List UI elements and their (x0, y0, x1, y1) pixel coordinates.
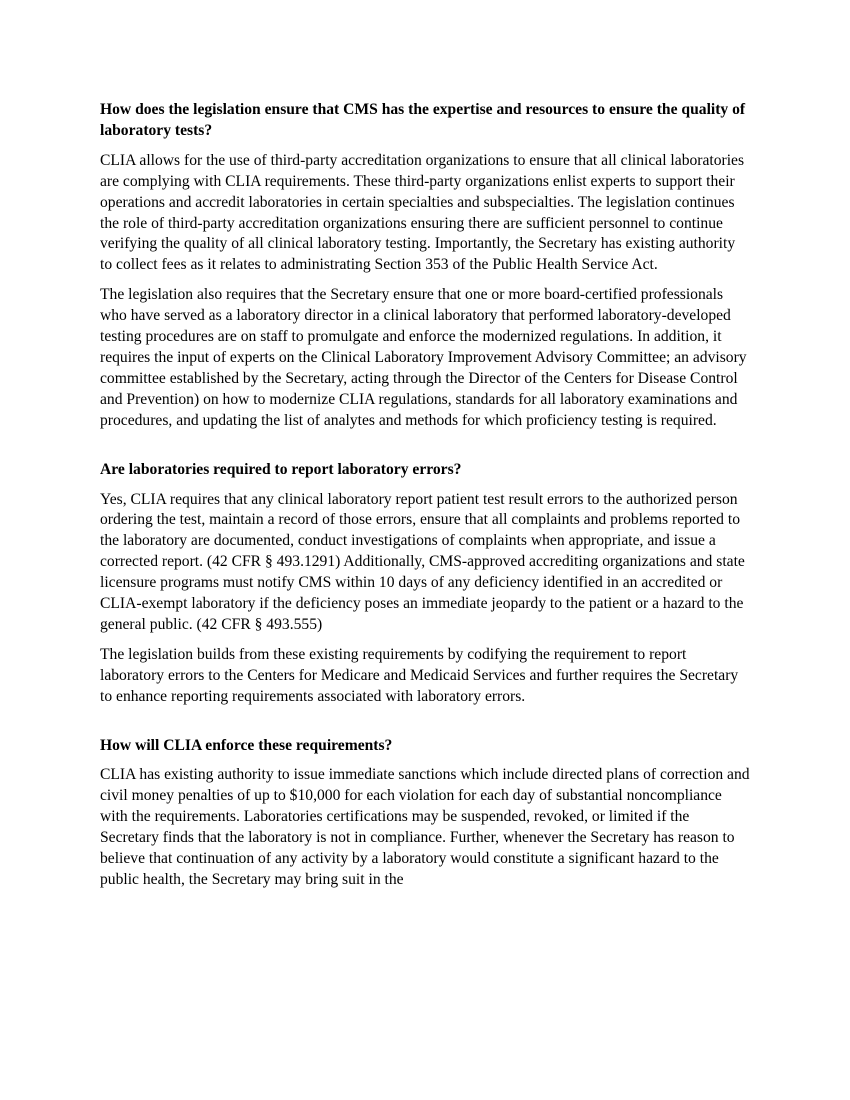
section-heading: Are laboratories required to report laboratory errors? (100, 460, 462, 478)
paragraph: CLIA has existing authority to issue immediate sanctions which include directed plans of correction and civil money penalties of up to $10,000 for each violation for each day of substantial noncompliance with the requirements. Laboratories certifications may be suspended, revoked, or limited if the Secretary finds that the laboratory is not in compliance. Further, whenever the Secretary has reason to believe that continuation of any activity by a laboratory would constitute a significant hazard to the public health, the Secretary may bring suit in the (100, 766, 750, 888)
section-report-errors (100, 460, 750, 708)
paragraph: The legislation builds from these existing requirements by codifying the requirement to report laboratory errors to the Centers for Medicare and Medicaid Services and further requires the Secretary to enhance reporting requirements associated with laboratory errors. (100, 645, 739, 705)
section-heading: How does the legislation ensure that CMS has the expertise and resources to ensure the quality of laboratory tests? (100, 101, 746, 139)
document-page (100, 100, 750, 900)
paragraph: The legislation also requires that the Secretary ensure that one or more board-certified professionals who have served as a laboratory director in a clinical laboratory that performed laboratory-developed testing procedures are on staff to promulgate and enforce the modernized regulations. In addition, it requires the input of experts on the Clinical Laboratory Improvement Advisory Committee; an advisory committee established by the Secretary, acting through the Director of the Centers for Disease Control and Prevention) on how to modernize CLIA regulations, standards for all laboratory examinations and procedures, and updating the list of analytes and methods for which proficiency testing is required. (100, 286, 747, 429)
section-enforcement (100, 736, 750, 891)
section-expertise-resources (100, 100, 750, 432)
paragraph: Yes, CLIA requires that any clinical laboratory report patient test result errors to the authorized person ordering the test, maintain a record of those errors, ensure that all complaints and problems reported to the laboratory are documented, conduct investigations of complaints when appropriate, and issue a corrected report. (42 CFR § 493.1291) Additionally, CMS-approved accrediting organizations and state licensure programs must notify CMS within 10 days of any deficiency identified in an accredited or CLIA-exempt laboratory if the deficiency poses an immediate jeopardy to the patient or a hazard to the general public. (42 CFR § 493.555) (100, 490, 745, 633)
paragraph: CLIA allows for the use of third-party accreditation organizations to ensure that all clinical laboratories are complying with CLIA requirements. These third-party organizations enlist experts to support their operations and accredit laboratories in certain specialties and subspecialties. The legislation continues the role of third-party accreditation organizations ensuring there are sufficient personnel to continue verifying the quality of all clinical laboratory testing. Importantly, the Secretary has existing authority to collect fees as it relates to administrating Section 353 of the Public Health Service Act. (100, 151, 745, 274)
section-heading: How will CLIA enforce these requirements? (100, 736, 393, 754)
